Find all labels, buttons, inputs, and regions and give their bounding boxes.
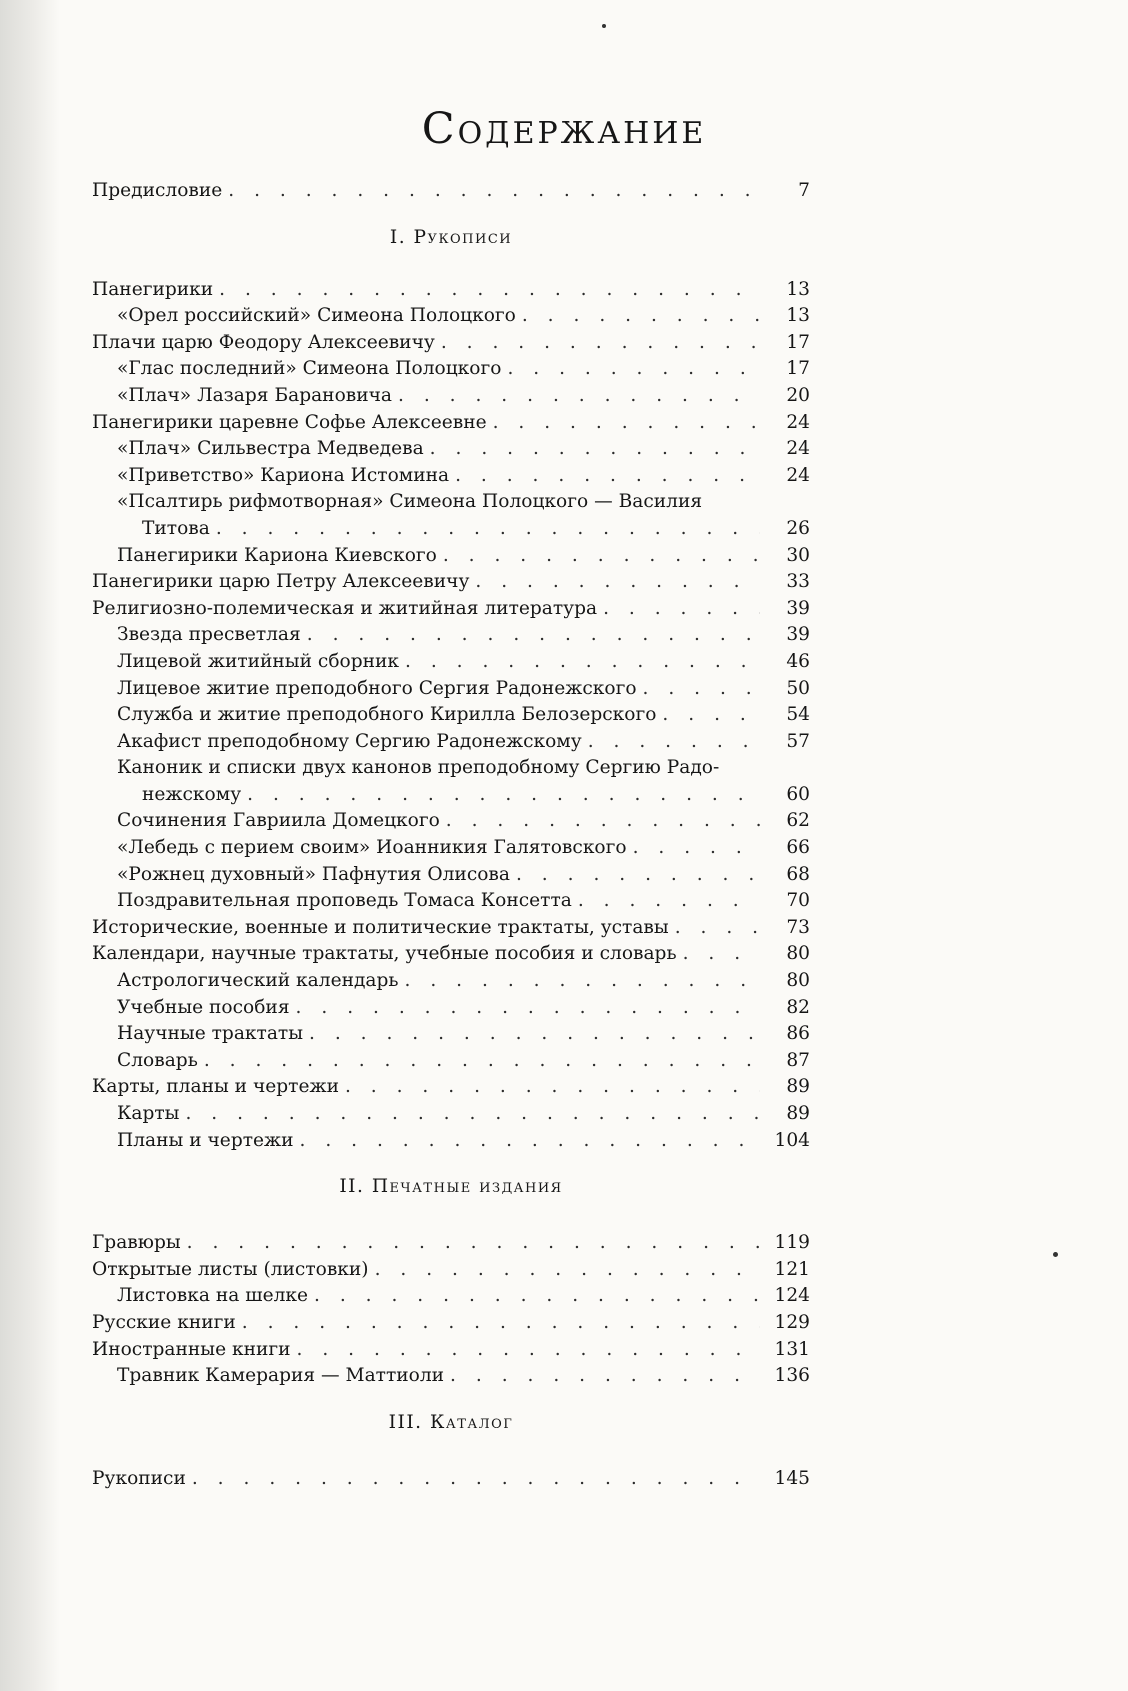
toc-entry bbox=[92, 305, 810, 332]
leader-dots bbox=[297, 1339, 760, 1360]
toc-page-number: 39 bbox=[786, 597, 810, 619]
toc-page-number: 57 bbox=[786, 730, 810, 752]
toc-entry-title: Гравюры bbox=[92, 1232, 181, 1254]
toc-entry bbox=[92, 1103, 810, 1130]
leader-dots bbox=[247, 784, 760, 805]
toc-page-number: 87 bbox=[786, 1049, 810, 1071]
toc-entry bbox=[92, 1468, 810, 1495]
toc-page-number: 7 bbox=[798, 180, 810, 201]
toc-page-number: 17 bbox=[786, 331, 810, 353]
section-heading: I. Рукописи bbox=[389, 226, 513, 248]
toc-page-number: 24 bbox=[786, 438, 810, 460]
toc-entry-title: «Плач» Лазаря Барановича bbox=[117, 384, 393, 406]
toc-entry-title: Научные трактаты bbox=[117, 1023, 303, 1045]
toc-entry bbox=[92, 1076, 810, 1103]
leader-dots bbox=[192, 1468, 760, 1489]
toc-entry-title: Предисловие bbox=[92, 180, 223, 201]
toc-entry-title: Каноник и списки двух канонов преподобному Сергию Радо- bbox=[117, 757, 720, 779]
toc-entry-title: Словарь bbox=[117, 1049, 198, 1071]
leader-dots bbox=[507, 358, 760, 379]
toc-page-number: 82 bbox=[786, 996, 810, 1018]
toc-entry bbox=[92, 810, 810, 837]
leader-dots bbox=[405, 651, 760, 672]
leader-dots bbox=[683, 943, 760, 964]
leader-dots bbox=[441, 332, 760, 353]
toc-entry-title: «Псалтирь рифмотворная» Симеона Полоцкого — Василия bbox=[117, 491, 703, 513]
toc-entry bbox=[92, 1339, 810, 1366]
toc-entry bbox=[92, 1023, 810, 1050]
toc-page-number: 121 bbox=[774, 1258, 810, 1280]
toc-page-number: 66 bbox=[786, 837, 810, 859]
toc-entry-title: Сочинения Гавриила Домецкого bbox=[117, 810, 440, 832]
toc-page-number: 136 bbox=[774, 1365, 810, 1387]
leader-dots bbox=[187, 1232, 760, 1253]
toc-entry bbox=[92, 997, 810, 1024]
toc-page-number: 50 bbox=[786, 677, 810, 699]
leader-dots bbox=[475, 571, 760, 592]
toc-page-number: 129 bbox=[774, 1311, 810, 1333]
section-heading: III. Каталог bbox=[388, 1411, 514, 1433]
toc-entry-title: «Лебедь с перием своим» Иоанникия Галятовского bbox=[117, 837, 627, 859]
leader-dots bbox=[185, 1103, 760, 1124]
toc-entry bbox=[92, 943, 810, 970]
leader-dots bbox=[455, 465, 760, 486]
toc-entry bbox=[92, 180, 810, 207]
toc-entry bbox=[92, 970, 810, 997]
leader-dots bbox=[309, 1023, 760, 1044]
toc-entry bbox=[92, 917, 810, 944]
spacer bbox=[92, 1156, 810, 1176]
toc-entry-title: Иностранные книги bbox=[92, 1338, 291, 1360]
toc-entry-title: «Приветство» Кариона Истомина bbox=[117, 464, 450, 486]
toc-page-number: 24 bbox=[786, 464, 810, 486]
ink-speck bbox=[602, 24, 606, 28]
toc-entry-title: Панегирики царевне Софье Алексеевне bbox=[92, 411, 487, 433]
toc-entry-title: Акафист преподобному Сергию Радонежскому bbox=[117, 730, 582, 752]
toc-entry bbox=[92, 598, 810, 625]
toc-page-number: 124 bbox=[774, 1285, 810, 1307]
toc-page-number: 68 bbox=[786, 863, 810, 885]
toc-entry bbox=[92, 358, 810, 385]
toc-entry-title: Звезда пресветлая bbox=[117, 624, 301, 646]
toc-page-number: 60 bbox=[786, 783, 810, 805]
leader-dots bbox=[522, 305, 760, 326]
leader-dots bbox=[204, 1050, 760, 1071]
leader-dots bbox=[516, 864, 760, 885]
leader-dots bbox=[296, 997, 760, 1018]
toc-entry-title: «Глас последний» Симеона Полоцкого bbox=[117, 358, 502, 380]
toc-page-number: 26 bbox=[786, 517, 810, 539]
spacer bbox=[92, 1202, 810, 1232]
toc-entry bbox=[92, 1130, 810, 1157]
toc-page-number: 54 bbox=[786, 704, 810, 726]
toc-page-number: 73 bbox=[786, 916, 810, 938]
toc-page-number: 89 bbox=[786, 1103, 810, 1124]
leader-dots bbox=[450, 1365, 760, 1386]
toc-entry bbox=[92, 1050, 810, 1077]
toc-entry-title: Панегирики Кариона Киевского bbox=[117, 544, 437, 566]
ink-speck bbox=[1053, 1252, 1058, 1257]
toc-page-number: 30 bbox=[786, 544, 810, 566]
toc-page-number: 119 bbox=[774, 1232, 810, 1254]
leader-dots bbox=[578, 890, 760, 911]
toc-entry-title: Лицевое житие преподобного Сергия Радонежского bbox=[117, 677, 637, 699]
toc-entry-title: Планы и чертежи bbox=[117, 1129, 294, 1151]
toc-entry bbox=[92, 412, 810, 439]
toc-page-number: 17 bbox=[786, 358, 810, 380]
leader-dots bbox=[430, 438, 760, 459]
toc-entry bbox=[92, 1312, 810, 1339]
toc-page-number: 24 bbox=[786, 411, 810, 433]
leader-dots bbox=[228, 180, 760, 201]
toc-page-number: 145 bbox=[774, 1467, 810, 1489]
leader-dots bbox=[307, 624, 760, 645]
toc-entry-title: Открытые листы (листовки) bbox=[92, 1258, 369, 1280]
toc-page-number: 13 bbox=[786, 278, 810, 300]
toc-entry-title: Карты, планы и чертежи bbox=[92, 1076, 339, 1098]
toc-entry-title: Плачи царю Феодору Алексеевичу bbox=[92, 331, 435, 353]
toc-entry bbox=[92, 571, 810, 598]
toc-entry-title: Русские книги bbox=[92, 1311, 236, 1333]
toc-page-number: 20 bbox=[786, 384, 810, 406]
toc-page-number: 86 bbox=[786, 1023, 810, 1045]
leader-dots bbox=[375, 1259, 760, 1280]
toc-entry-title: Лицевой житийный сборник bbox=[117, 650, 400, 672]
toc-entry-title: «Орел российский» Симеона Полоцкого bbox=[117, 305, 516, 327]
leader-dots bbox=[633, 837, 760, 858]
toc-entry bbox=[92, 890, 810, 917]
toc-entry-title: Служба и житие преподобного Кирилла Белозерского bbox=[117, 704, 657, 726]
toc-entry bbox=[92, 678, 810, 705]
toc-page-number: 70 bbox=[786, 890, 810, 912]
toc-entry bbox=[92, 864, 810, 891]
toc-entry bbox=[92, 279, 810, 306]
toc-entry-title: Панегирики bbox=[92, 278, 214, 300]
toc-entry bbox=[92, 1232, 810, 1259]
leader-dots bbox=[242, 1312, 760, 1333]
leader-dots bbox=[446, 810, 760, 831]
toc-entry bbox=[92, 731, 810, 758]
toc-entry bbox=[92, 651, 810, 678]
toc-page-number: 131 bbox=[774, 1338, 810, 1360]
toc-page-number: 104 bbox=[774, 1129, 810, 1151]
leader-dots bbox=[405, 970, 760, 991]
toc-page-number: 80 bbox=[786, 970, 810, 992]
toc-entry bbox=[92, 518, 810, 545]
toc-entry-title: Карты bbox=[117, 1103, 180, 1124]
leader-dots bbox=[662, 704, 760, 725]
toc-entry bbox=[92, 784, 810, 811]
toc-page-number: 13 bbox=[786, 305, 810, 327]
toc-entry-title: Учебные пособия bbox=[117, 996, 290, 1018]
toc-entry bbox=[92, 1285, 810, 1312]
spacer bbox=[92, 207, 810, 227]
toc-entry-title: Листовка на шелке bbox=[117, 1285, 309, 1307]
spacer bbox=[92, 1392, 810, 1412]
toc-entry-title: «Плач» Сильвестра Медведева bbox=[117, 438, 424, 460]
leader-dots bbox=[493, 412, 760, 433]
spacer bbox=[92, 1438, 810, 1468]
leader-dots bbox=[398, 385, 760, 406]
leader-dots bbox=[643, 678, 760, 699]
table-of-contents bbox=[92, 180, 810, 1494]
toc-page-number: 80 bbox=[786, 943, 810, 965]
toc-entry bbox=[92, 1259, 810, 1286]
toc-page-number: 62 bbox=[786, 810, 810, 832]
toc-entry bbox=[92, 385, 810, 412]
toc-entry bbox=[92, 624, 810, 651]
toc-entry-title: Рукописи bbox=[92, 1467, 186, 1489]
leader-dots bbox=[300, 1130, 760, 1151]
toc-entry-title: Исторические, военные и политические трактаты, уставы bbox=[92, 916, 669, 938]
page-gutter-shadow bbox=[0, 0, 60, 1691]
leader-dots bbox=[216, 518, 760, 539]
toc-entry-title: Панегирики царю Петру Алексеевичу bbox=[92, 571, 470, 593]
leader-dots bbox=[603, 598, 760, 619]
toc-entry bbox=[92, 1365, 810, 1392]
toc-entry bbox=[92, 332, 810, 359]
leader-dots bbox=[588, 731, 760, 752]
toc-entry-title: Религиозно-полемическая и житийная литература bbox=[92, 597, 598, 619]
toc-entry-title: Астрологический календарь bbox=[117, 970, 399, 992]
spacer bbox=[92, 253, 810, 279]
toc-entry-title: Травник Камерария — Маттиоли bbox=[117, 1365, 445, 1387]
toc-page-number: 46 bbox=[786, 650, 810, 672]
toc-entry-title-continued: нежскому bbox=[142, 783, 242, 805]
toc-page-number: 89 bbox=[786, 1076, 810, 1098]
toc-entry bbox=[92, 837, 810, 864]
toc-entry bbox=[92, 465, 810, 492]
toc-entry bbox=[92, 438, 810, 465]
toc-entry-line bbox=[92, 757, 810, 784]
section-heading: II. Печатные издания bbox=[339, 1176, 563, 1198]
leader-dots bbox=[219, 279, 760, 300]
toc-entry-title-continued: Титова bbox=[142, 517, 210, 539]
toc-page-number: 39 bbox=[786, 624, 810, 646]
toc-entry-title: Календари, научные трактаты, учебные пособия и словарь bbox=[92, 943, 677, 965]
toc-page-number: 33 bbox=[786, 571, 810, 593]
toc-entry-line bbox=[92, 491, 810, 518]
toc-entry bbox=[92, 545, 810, 572]
toc-entry bbox=[92, 704, 810, 731]
toc-entry-title: «Рожнец духовный» Пафнутия Олисова bbox=[117, 863, 510, 885]
leader-dots bbox=[675, 917, 760, 938]
leader-dots bbox=[345, 1076, 760, 1097]
toc-entry-title: Поздравительная проповедь Томаса Консетта bbox=[117, 890, 572, 912]
page-title: Содержание bbox=[421, 104, 707, 154]
leader-dots bbox=[443, 545, 760, 566]
leader-dots bbox=[314, 1285, 760, 1306]
